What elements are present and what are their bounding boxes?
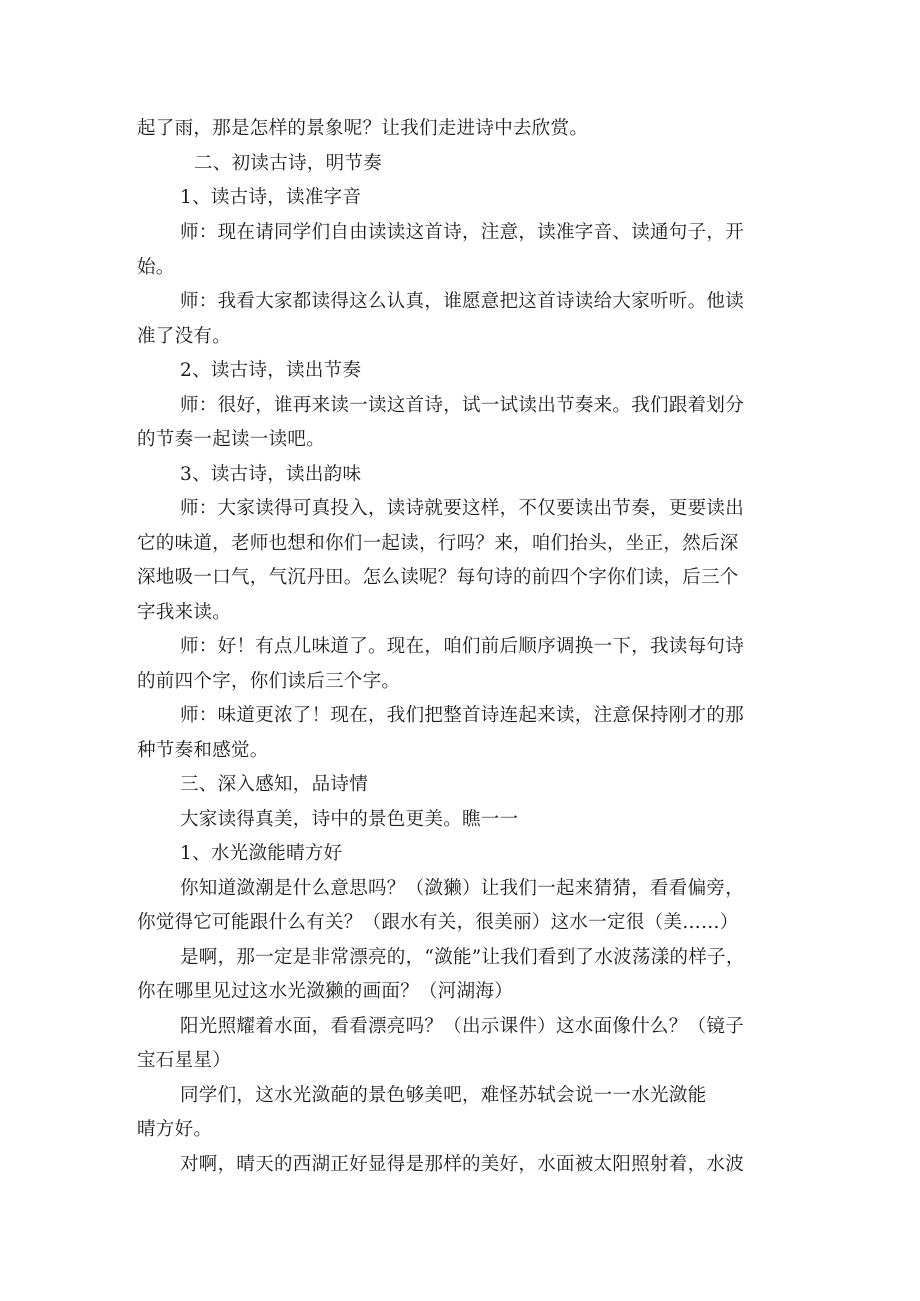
text-line: 起了雨，那是怎样的景象呢？让我们走进诗中去欣赏。 [137, 118, 589, 139]
text-line: 师：我看大家都读得这么认真，谁愿意把这首诗读给大家听听。他读 [180, 291, 745, 312]
section-heading: 二、初读古诗，明节奏 [194, 153, 383, 174]
subsection-heading: 2、读古诗，读出节奏 [180, 360, 362, 381]
text-line: 准了没有。 [137, 326, 232, 347]
text-line: 字我来读。 [137, 602, 232, 623]
text-line: 师：很好，谁再来读一读这首诗，试一试读出节奏来。我们跟着划分 [180, 395, 745, 416]
text-line: 你知道潋潮是什么意思吗？（潋獭）让我们一起来猜猜，看看偏旁， [180, 878, 745, 899]
text-line: 同学们，这水光潋葩的景色够美吧，难怪苏轼会说一一水光潋能 [180, 1085, 707, 1106]
section-heading: 三、深入感知，品诗情 [180, 774, 369, 795]
text-line: 宝石星星） [137, 1050, 232, 1071]
text-line: 你在哪里见过这水光潋獭的画面？（河湖海） [137, 981, 514, 1002]
text-line: 大家读得真美，诗中的景色更美。瞧一一 [180, 809, 519, 830]
text-line: 师：好！有点儿味道了。现在，咱们前后顺序调换一下，我读每句诗 [180, 636, 745, 657]
text-line: 阳光照耀着水面，看看漂亮吗？（出示课件）这水面像什么？（镜子 [180, 1016, 745, 1037]
subsection-heading: 1、水光潋能晴方好 [180, 843, 343, 864]
text-line: 对啊，晴天的西湖正好显得是那样的美好，水面被太阳照射着，水波 [180, 1154, 745, 1175]
text-line: 种节奏和感觉。 [137, 740, 269, 761]
text-line: 你觉得它可能跟什么有关？（跟水有关，很美丽）这水一定很（美……） [137, 912, 739, 933]
text-line: 是啊，那一定是非常漂亮的，“潋能”让我们看到了水波荡漾的样子， [180, 947, 745, 968]
text-line: 始。 [137, 257, 175, 278]
subsection-heading: 1、读古诗，读准字音 [180, 187, 362, 208]
text-line: 它的味道，老师也想和你们一起读，行吗？来，咱们抬头，坐正，然后深 [137, 533, 739, 554]
text-line: 的节奏一起读一读吧。 [137, 429, 326, 450]
text-line: 深地吸一口气，气沉丹田。怎么读呢？每句诗的前四个字你们读，后三个 [137, 567, 739, 588]
text-line: 师：大家读得可真投入，读诗就要这样，不仅要读出节奏，更要读出 [180, 498, 745, 519]
text-line: 的前四个字，你们读后三个字。 [137, 671, 401, 692]
text-line: 师：味道更浓了！现在，我们把整首诗连起来读，注意保持刚才的那 [180, 705, 745, 726]
text-line: 晴方好。 [137, 1119, 213, 1140]
subsection-heading: 3、读古诗，读出韵味 [180, 464, 362, 485]
text-line: 师：现在请同学们自由读读这首诗，注意，读准字音、读通句子，开 [180, 222, 745, 243]
